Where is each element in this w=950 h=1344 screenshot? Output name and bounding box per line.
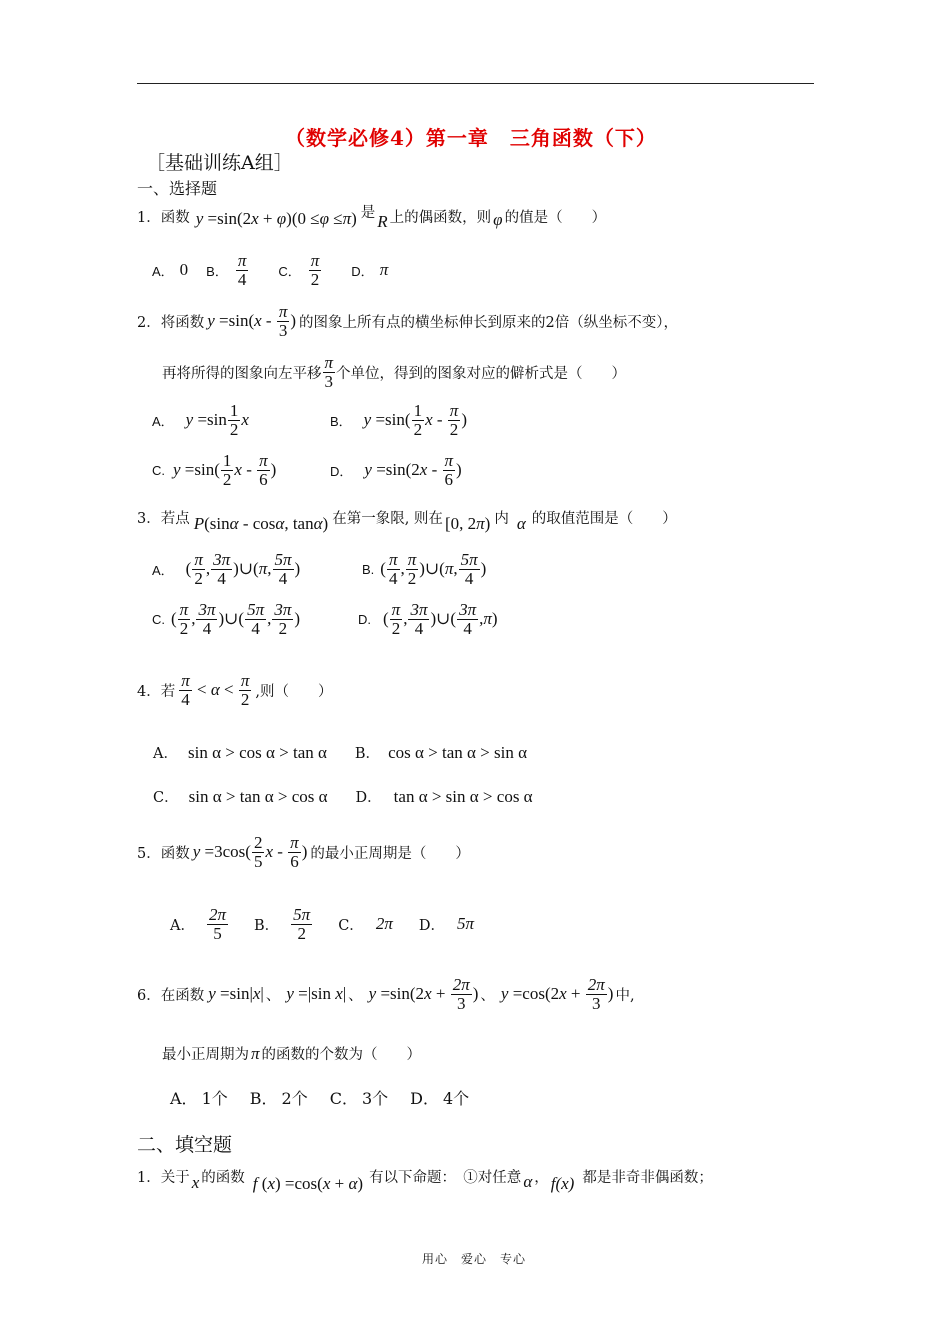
q2-option-d: D． y =sin(2 x - $\frac{\pi}{6}$ ) (330, 451, 462, 489)
page-footer: 用心 爱心 专心 (422, 1252, 527, 1266)
q2-formula: y =sin( x - $\frac{\pi}{3}$ ) (207, 302, 297, 340)
question-2-line2: 再将所得的图象向左平移 $\frac{\pi}{3}$ 个单位，得到的图象对应的僻析式是（ ） (162, 353, 627, 391)
q3-option-a: A． ( $\frac{\pi}{2}$ , $\frac{3\pi}{4}$ )∪( π , $\frac{5\pi}{4}$ ) (152, 550, 301, 588)
q1-options: A． 0 B． $\frac{\pi}{4}$ C． $\frac{\pi}{2}$ D． π (152, 251, 389, 289)
q1-formula: y =sin(2x + φ)(0 ≤φ ≤π) (195, 209, 357, 228)
q3-point: P(sinα - cosα, tanα) (193, 514, 329, 533)
question-3: 3． 若点 P(sinα - cosα, tanα) 在第一象限, 则在 [0, 2π) 内 α 的取值范围是（ ） (137, 510, 677, 533)
q2-option-b: B． y =sin( $\frac{1}{2}$ x - $\frac{\pi}{2}$ ) (330, 401, 467, 439)
q5-formula: y =3cos( $\frac{2}{5}$ x - $\frac{\pi}{6}$ ) (192, 833, 308, 871)
q4-options-cd: C． sin α > tan α > cos α D． tan α > sin α > cos α (153, 786, 533, 806)
q4-condition: $\frac{\pi}{4}$ < α < $\frac{\pi}{2}$ (181, 671, 250, 709)
question-4: 4． 若 $\frac{\pi}{4}$ < α < $\frac{\pi}{2}$ ,则（ ） (137, 671, 333, 709)
q5-options: A． $\frac{2\pi}{5}$ B． $\frac{5\pi}{2}$ C． 2π D． 5π (170, 905, 475, 943)
q3-interval: [0, 2π) (444, 514, 491, 533)
q4-options-ab: A． sin α > cos α > tan α B． cos α > tan α > sin α (153, 742, 527, 762)
subtitle: ［基础训练A组］ (146, 152, 293, 174)
question-5: 5． 函数 y =3cos( $\frac{2}{5}$ x - $\frac{\pi}{6}$ ) 的最小正周期是（ ） (137, 833, 470, 871)
question-6-line2: 最小正周期为 π 的函数的个数为（ ） (162, 1043, 422, 1063)
question-6: 6． 在函数 y =sin|x| 、 y =|sin x| 、 y =sin(2 x + $\frac{2\pi}{3}$ ) 、 y =cos(2 x + $\frac{2\pi}{3}$ ) 中, (137, 975, 635, 1013)
q3-option-c: C. ( $\frac{\pi}{2}$ , $\frac{3\pi}{4}$ )∪( $\frac{5\pi}{4}$ , $\frac{3\pi}{2}$ ) (152, 600, 301, 638)
fill-question-1: 1． 关于 x 的函数 f (x) =cos(x + α) 有以下命题： ①对任意 α ， f(x) 都是非奇非偶函数； (137, 1169, 713, 1193)
question-2: 2． 将函数 y =sin( x - $\frac{\pi}{3}$ ) 的图象上所有点的横坐标伸长到原来的2倍（纵坐标不变）， (137, 302, 679, 340)
section-choice-heading: 一、选择题 (137, 179, 218, 198)
q2-option-c: C. y =sin( $\frac{1}{2}$ x - $\frac{\pi}{6}$ ) (152, 451, 277, 489)
page-title: （数学必修4）第一章 三角函数（下） (285, 126, 657, 150)
q3-option-b: B. ( $\frac{\pi}{4}$ , $\frac{\pi}{2}$ )∪( π , $\frac{5\pi}{4}$ ) (362, 550, 487, 588)
f1-formula: f (x) =cos(x + α) (252, 1174, 364, 1193)
header-rule (137, 83, 814, 84)
q6-options: A． 1个 B． 2个 C． 3个 D． 4个 (170, 1089, 470, 1108)
q3-option-d: D. ( $\frac{\pi}{2}$ , $\frac{3\pi}{4}$ )∪( $\frac{3\pi}{4}$ , π ) (358, 600, 498, 638)
section-fill-heading: 二、填空题 (137, 1134, 233, 1156)
question-1: 1． 函数 y =sin(2x + φ)(0 ≤φ ≤π) 是 R 上的偶函数，则 φ 的值是（ ） (137, 204, 607, 231)
q2-option-a: A． y =sin $\frac{1}{2}$ x (152, 401, 249, 439)
